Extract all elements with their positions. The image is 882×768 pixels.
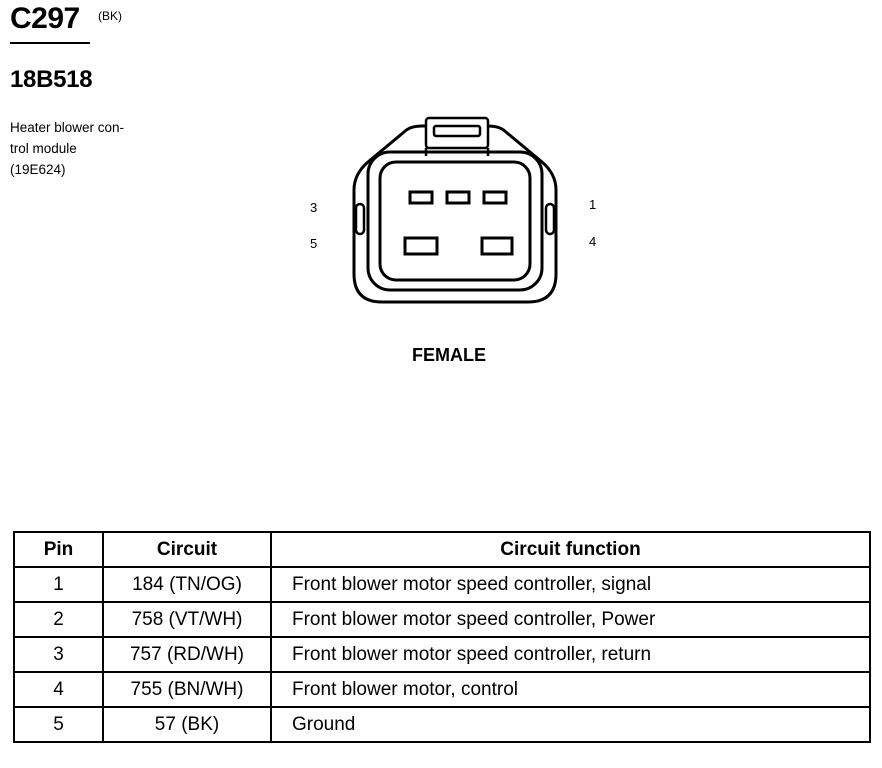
side-latch-left — [356, 204, 364, 234]
circuit-function-cell: Front blower motor speed controller, signal — [271, 567, 870, 602]
circuit-cell: 757 (RD/WH) — [103, 637, 271, 672]
circuit-cell: 755 (BN/WH) — [103, 672, 271, 707]
pin-cell: 3 — [14, 637, 103, 672]
circuit-function-cell: Ground — [271, 707, 870, 742]
circuit-function-cell: Front blower motor speed controller, return — [271, 637, 870, 672]
circuit-function-cell: Front blower motor, control — [271, 672, 870, 707]
table-row — [14, 707, 870, 742]
circuit-cell: 57 (BK) — [103, 707, 271, 742]
circuit-function-cell: Front blower motor speed controller, Power — [271, 602, 870, 637]
component-description-line: trol module — [10, 141, 77, 156]
pin-cavity-2 — [447, 192, 469, 203]
connector-id: C297 — [10, 2, 80, 35]
connector-gender-label: FEMALE — [412, 345, 486, 365]
pin-label-5: 5 — [310, 236, 318, 251]
pin-label-3: 3 — [310, 200, 318, 215]
table-row — [14, 672, 870, 707]
connector-face-diagram — [340, 112, 570, 312]
column-header-circuit: Circuit — [103, 532, 271, 567]
pin-cavity-5 — [405, 238, 437, 254]
pin-cavity-4 — [482, 238, 512, 254]
connector-seal-ring — [368, 152, 542, 290]
pinout-table — [13, 531, 871, 743]
circuit-cell: 184 (TN/OG) — [103, 567, 271, 602]
pin-cell: 2 — [14, 602, 103, 637]
connector-id-underline — [10, 42, 90, 44]
part-number: 18B518 — [10, 66, 93, 93]
pin-label-4: 4 — [589, 234, 597, 249]
table-row — [14, 637, 870, 672]
column-header-circuit-function: Circuit function — [271, 532, 870, 567]
pin-cell: 5 — [14, 707, 103, 742]
pin-cell: 4 — [14, 672, 103, 707]
table-header-row — [14, 532, 870, 567]
pin-cavity-3 — [410, 192, 432, 203]
pin-label-1: 1 — [589, 197, 597, 212]
pin-cell: 1 — [14, 567, 103, 602]
side-latch-right — [546, 204, 554, 234]
connector-color-code: (BK) — [98, 9, 122, 23]
table-row — [14, 567, 870, 602]
circuit-cell: 758 (VT/WH) — [103, 602, 271, 637]
pin-cavity-1 — [484, 192, 506, 203]
locking-tab — [426, 118, 488, 156]
component-description — [10, 117, 124, 180]
component-description-line: Heater blower con- — [10, 120, 125, 135]
component-description-line: (19E624) — [10, 162, 66, 177]
column-header-pin: Pin — [14, 532, 103, 567]
connector-cavity — [380, 162, 530, 280]
table-row — [14, 602, 870, 637]
